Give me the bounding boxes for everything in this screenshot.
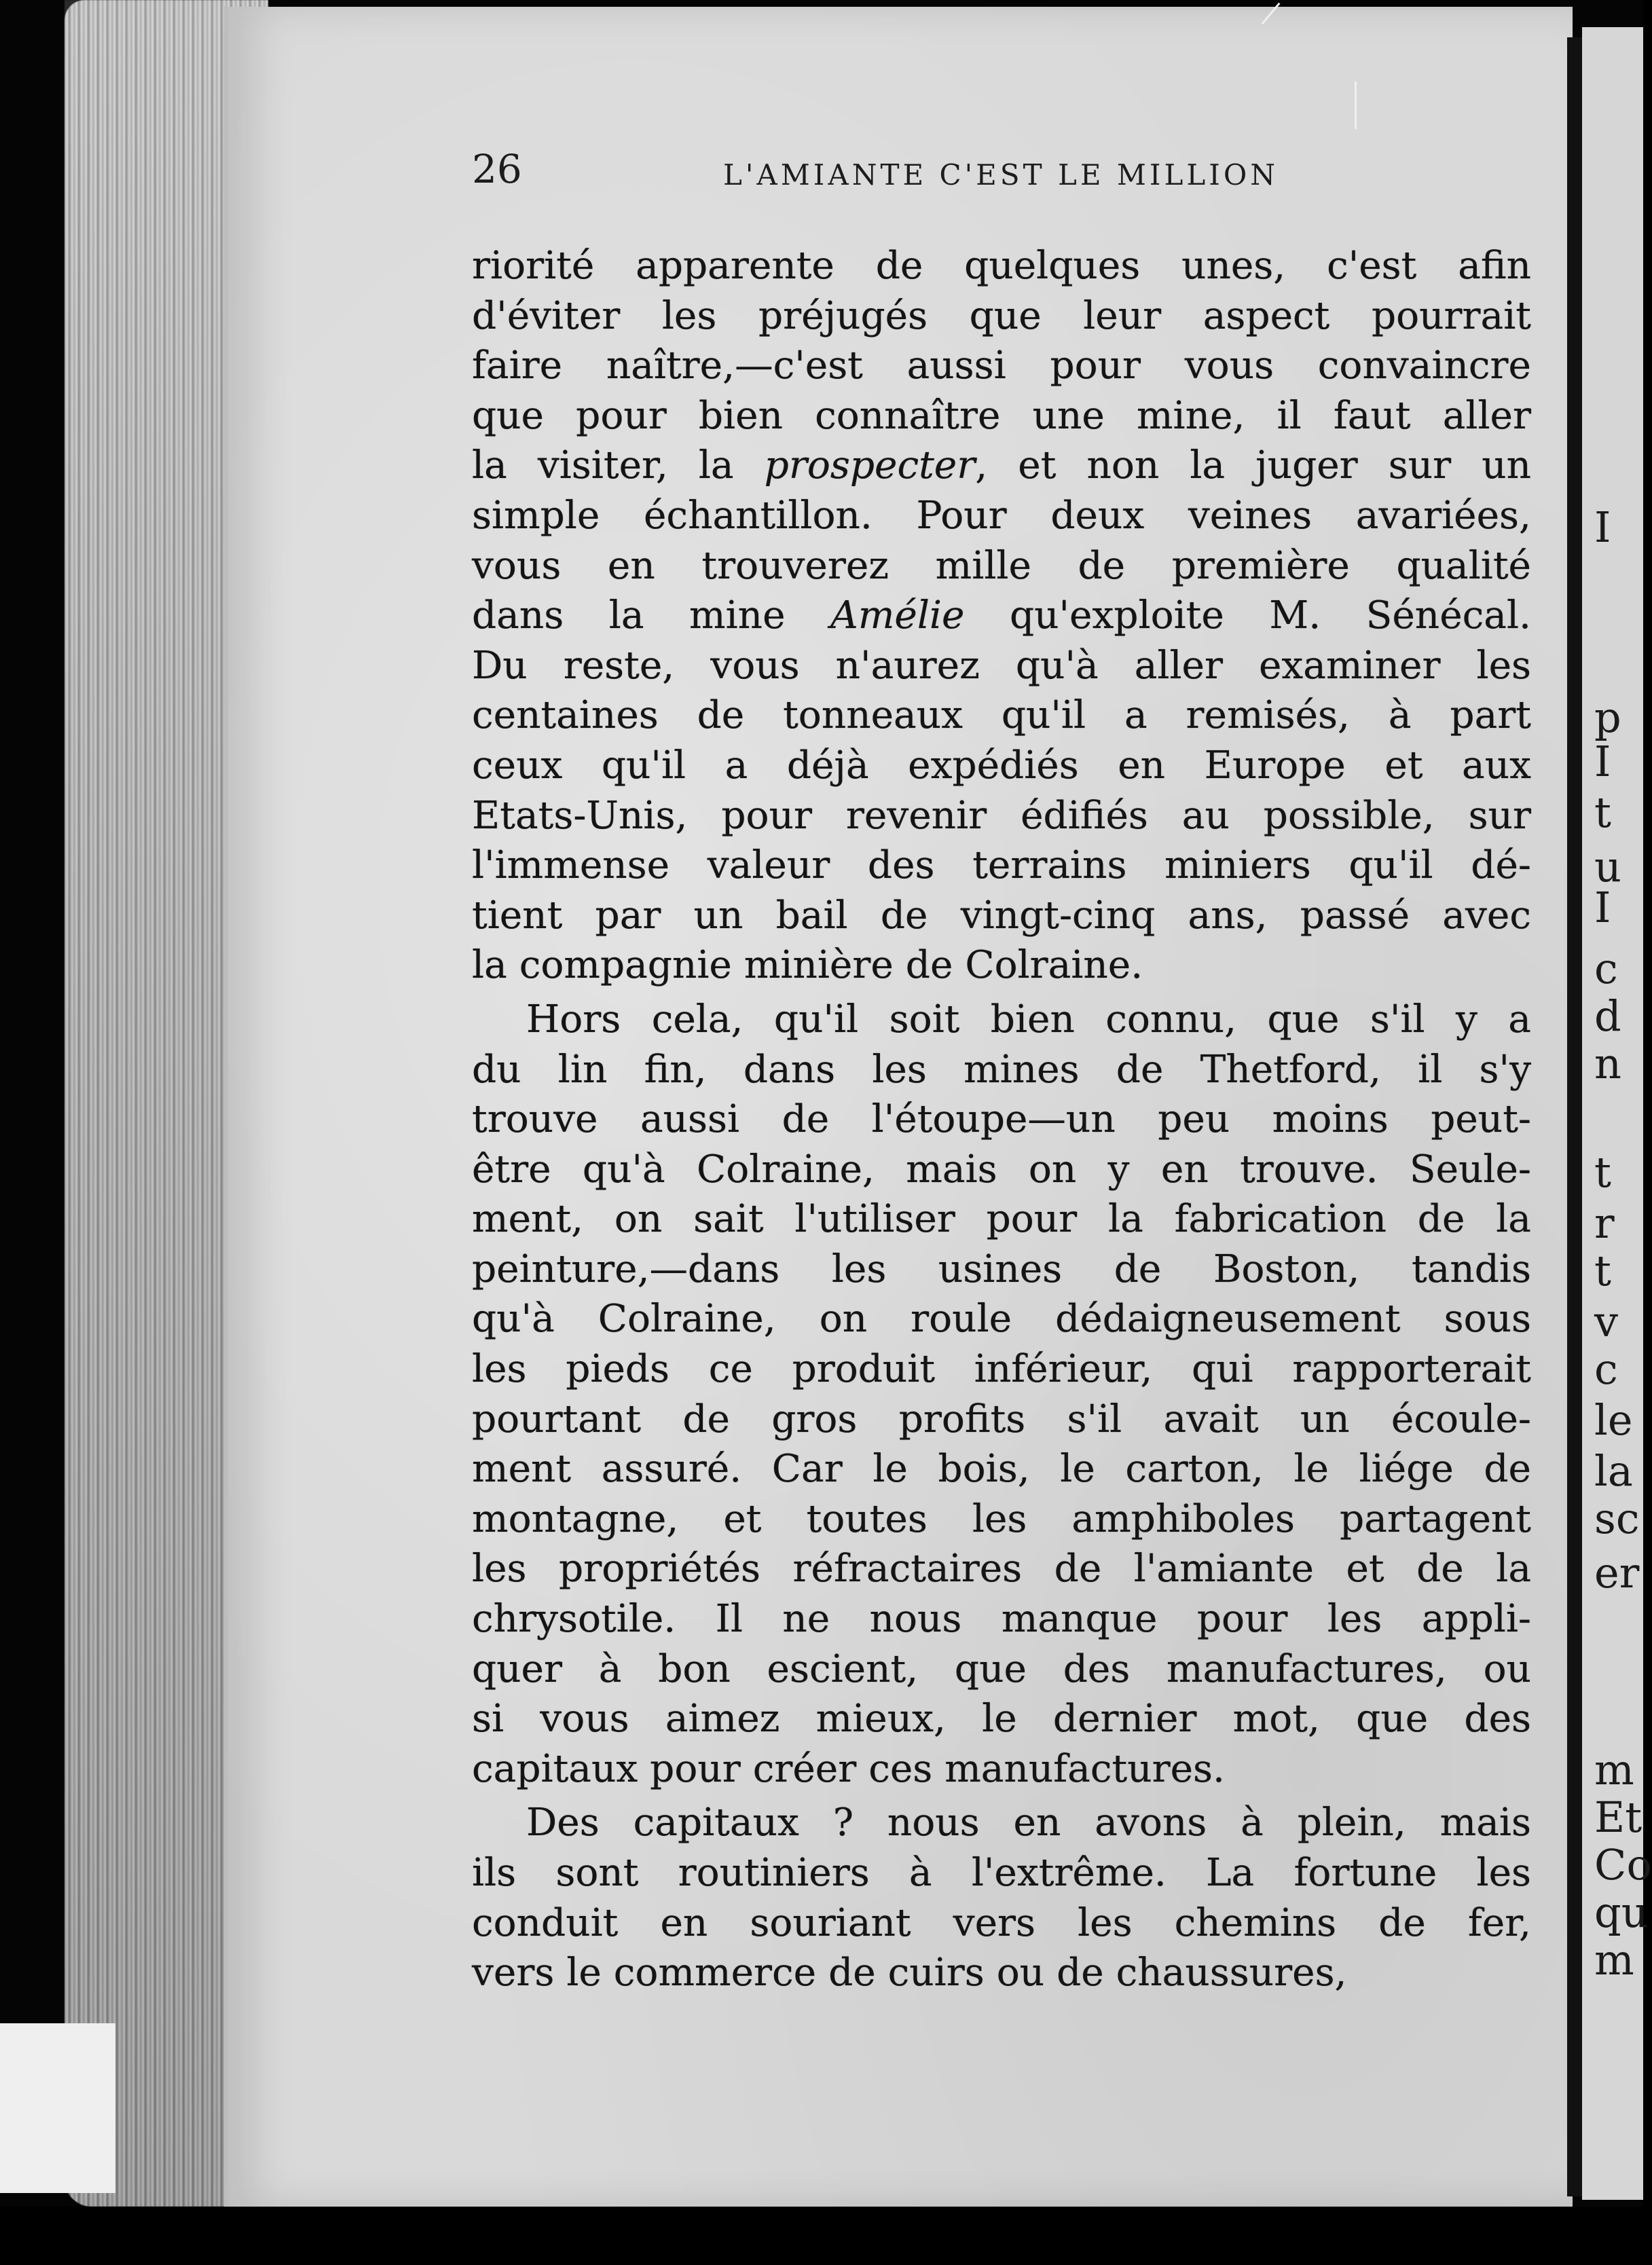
scratch-mark bbox=[1355, 81, 1357, 129]
text-line: chrysotile. Il ne nous manque pour les appli- bbox=[472, 1597, 1531, 1642]
text-line: dans la mine Amélie qu'exploite M. Sénécal. bbox=[472, 593, 1531, 638]
facing-page-fragment: n bbox=[1594, 1039, 1621, 1088]
italic-term: Amélie bbox=[830, 593, 965, 638]
text-line: l'immense valeur des terrains miniers qu'il dé- bbox=[472, 843, 1531, 888]
text-line: que pour bien connaître une mine, il faut aller bbox=[472, 393, 1531, 438]
facing-page-fragment: t bbox=[1594, 1147, 1611, 1197]
facing-page-fragment: c bbox=[1594, 1344, 1618, 1394]
facing-page-fragment: d bbox=[1594, 991, 1621, 1041]
page-gutter bbox=[1567, 37, 1582, 2196]
facing-page-fragment: la bbox=[1594, 1446, 1633, 1496]
text-line: les propriétés réfractaires de l'amiante et de la bbox=[472, 1547, 1531, 1591]
text-line: les pieds ce produit inférieur, qui rapporterait bbox=[472, 1347, 1531, 1392]
text-line: être qu'à Colraine, mais on y en trouve. Seule- bbox=[472, 1147, 1531, 1192]
page-number: 26 bbox=[472, 146, 522, 192]
text-line: la compagnie minière de Colraine. bbox=[472, 943, 1143, 988]
facing-page-fragment: sc bbox=[1594, 1494, 1640, 1543]
text-line: conduit en souriant vers les chemins de fer, bbox=[472, 1900, 1531, 1945]
text-line: ment, on sait l'utiliser pour la fabrication de la bbox=[472, 1197, 1531, 1242]
text-line: quer à bon escient, que des manufactures, ou bbox=[472, 1646, 1531, 1691]
facing-page-fragment: Et bbox=[1594, 1792, 1642, 1842]
running-title: L'AMIANTE C'EST LE MILLION bbox=[723, 158, 1279, 191]
text-line: si vous aimez mieux, le dernier mot, que des bbox=[472, 1697, 1531, 1742]
facing-page-fragment: v bbox=[1594, 1297, 1619, 1346]
text-line: tient par un bail de vingt-cinq ans, passé avec bbox=[472, 893, 1531, 938]
text-line: d'éviter les préjugés que leur aspect pourrait bbox=[472, 293, 1531, 338]
running-header bbox=[472, 146, 1531, 200]
text-line: pourtant de gros profits s'il avait un écoule- bbox=[472, 1397, 1531, 1441]
facing-page-fragment: r bbox=[1594, 1198, 1615, 1248]
text-line: vous en trouverez mille de première qualité bbox=[472, 543, 1531, 588]
facing-page-fragment: er bbox=[1594, 1548, 1640, 1598]
facing-page-fragment: le bbox=[1594, 1395, 1633, 1445]
facing-page-fragment: m bbox=[1594, 1745, 1634, 1794]
text-line: ceux qu'il a déjà expédiés en Europe et aux bbox=[472, 743, 1531, 788]
scan-border bbox=[0, 2207, 1643, 2265]
facing-page-fragment: c bbox=[1594, 944, 1618, 993]
text-line: ment assuré. Car le bois, le carton, le liége de bbox=[472, 1447, 1531, 1492]
text-line: faire naître,—c'est aussi pour vous convaincre bbox=[472, 344, 1531, 388]
text-line: Des capitaux ? nous en avons à plein, mais bbox=[526, 1801, 1531, 1845]
text-line: qu'à Colraine, on roule dédaigneusement sous bbox=[472, 1297, 1531, 1342]
text-line: capitaux pour créer ces manufactures. bbox=[472, 1746, 1226, 1791]
text-line: Hors cela, qu'il soit bien connu, que s'il y a bbox=[526, 997, 1531, 1042]
text-line: du lin fin, dans les mines de Thetford, il s'y bbox=[472, 1047, 1531, 1092]
facing-page-fragment: m bbox=[1594, 1935, 1634, 1985]
body-text bbox=[472, 241, 1531, 1998]
background-corner bbox=[0, 2023, 115, 2193]
text-line: montagne, et toutes les amphiboles partagent bbox=[472, 1496, 1531, 1541]
facing-page-fragment: I bbox=[1594, 883, 1611, 932]
text-line: centaines de tonneaux qu'il a remisés, à part bbox=[472, 693, 1531, 738]
facing-page-fragment: I bbox=[1594, 502, 1611, 552]
text-line: trouve aussi de l'étoupe—un peu moins peut- bbox=[472, 1097, 1531, 1142]
text-line: vers le commerce de cuirs ou de chaussures, bbox=[472, 1951, 1347, 1995]
facing-page-fragment: Co bbox=[1594, 1840, 1652, 1890]
facing-page-edge bbox=[1582, 27, 1652, 2200]
facing-page-fragment: p bbox=[1594, 693, 1621, 742]
text-line: Du reste, vous n'aurez qu'à aller examiner les bbox=[472, 643, 1531, 688]
text-line: Etats-Unis, pour revenir édifiés au possible, sur bbox=[472, 793, 1531, 838]
facing-page-fragment: I bbox=[1594, 737, 1611, 786]
text-line: simple échantillon. Pour deux veines avariées, bbox=[472, 493, 1531, 538]
text-line: riorité apparente de quelques unes, c'est afin bbox=[472, 244, 1531, 288]
text-line: ils sont routiniers à l'extrême. La fortune les bbox=[472, 1851, 1531, 1895]
facing-page-fragment: qu bbox=[1594, 1888, 1649, 1937]
italic-term: prospecter bbox=[764, 443, 976, 488]
facing-page-fragment: u bbox=[1594, 842, 1621, 891]
facing-page-fragment: t bbox=[1594, 1246, 1611, 1295]
text-line: la visiter, la prospecter, et non la juger sur un bbox=[472, 443, 1531, 488]
facing-page-fragment: t bbox=[1594, 788, 1611, 837]
text-line: peinture,—dans les usines de Boston, tandis bbox=[472, 1247, 1531, 1291]
